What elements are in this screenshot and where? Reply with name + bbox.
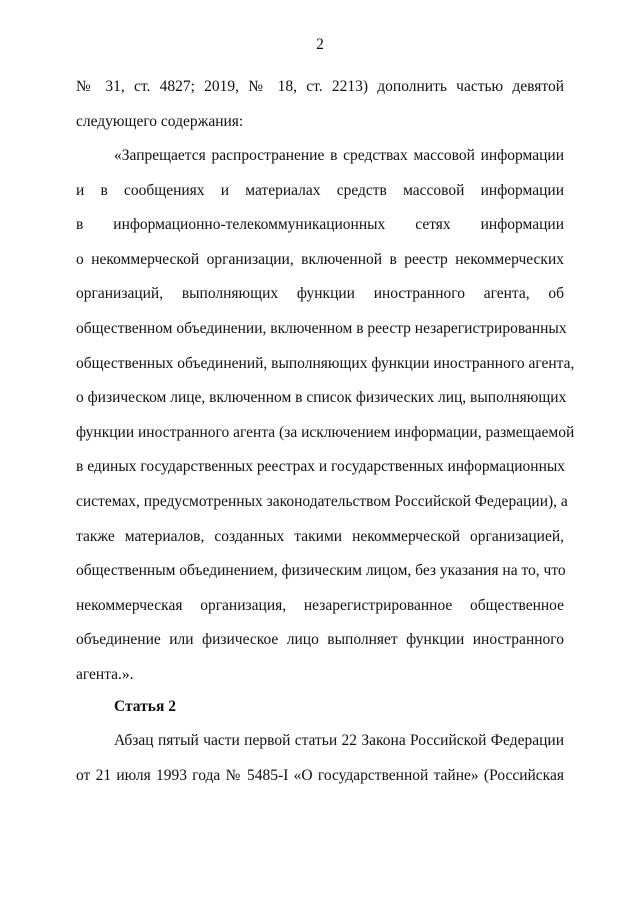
text-line: о некоммерческой организации, включенной в реестр некоммерческих xyxy=(76,250,564,268)
text-line: № 31, ст. 4827; 2019, № 18, ст. 2213) дополнить частью девятой xyxy=(76,78,564,95)
paragraph-quoted-amendment xyxy=(76,139,575,693)
text-line: в единых государственных реестрах и государственных информационных xyxy=(76,458,566,476)
text-line: следующего содержания: xyxy=(76,112,244,130)
page-number: 2 xyxy=(316,36,324,53)
article-heading: Статья 2 xyxy=(114,698,176,715)
paragraph-continuation xyxy=(76,70,564,139)
text-line: от 21 июля 1993 года № 5485-I «О государственной тайне» (Российская xyxy=(76,766,564,784)
text-line: системах, предусмотренных законодательством Российской Федерации), а xyxy=(76,492,568,510)
text-line: агента.». xyxy=(76,665,134,683)
paragraph-article-2 xyxy=(76,724,564,793)
text-line: функции иностранного агента (за исключением информации, размещаемой xyxy=(76,423,575,441)
text-line: также материалов, созданных такими некоммерческой организацией, xyxy=(76,527,564,545)
text-line: некоммерческая организация, незарегистрированное общественное xyxy=(76,596,564,614)
text-line: организаций, выполняющих функции иностранного агента, об xyxy=(76,285,564,303)
text-line: общественных объединений, выполняющих функции иностранного агента, xyxy=(76,354,575,372)
text-line: и в сообщениях и материалах средств массовой информации xyxy=(76,181,564,199)
text-line: Абзац пятый части первой статьи 22 Закона Российской Федерации xyxy=(114,732,564,749)
text-line: в информационно-телекоммуникационных сетях информации xyxy=(76,216,564,234)
text-line: «Запрещается распространение в средствах массовой информации xyxy=(114,147,564,164)
text-line: объединение или физическое лицо выполняет функции иностранного xyxy=(76,631,564,649)
text-line: общественном объединении, включенном в реестр незарегистрированных xyxy=(76,319,567,337)
text-line: о физическом лице, включенном в список физических лиц, выполняющих xyxy=(76,389,567,407)
text-line: общественным объединением, физическим лицом, без указания на то, что xyxy=(76,562,566,580)
